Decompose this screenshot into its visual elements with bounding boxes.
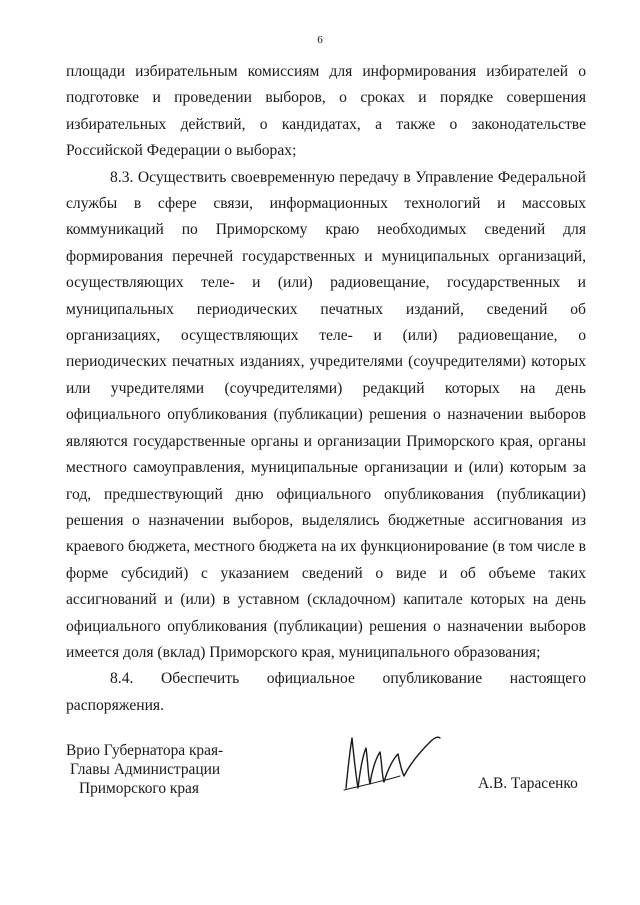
paragraph-8-4: 8.4. Обеспечить официальное опубликование настоящего распоряжения.: [66, 670, 586, 714]
signatory-name: А.В. Тарасенко: [478, 775, 578, 792]
handwritten-signature: [340, 728, 450, 798]
signatory-title-line-3: Приморского края: [79, 780, 199, 797]
document-body: [66, 59, 586, 719]
paragraph-continuation: площади избирательным комиссиям для информирования избирателей о подготовке и проведении выборов, о сроках и порядке совершения избирательных действий, о кандидатах, а также о законодательстве Российской Федерации о выборах;: [66, 63, 586, 160]
page-number: 6: [317, 34, 323, 46]
paragraph-8-3: 8.3. Осуществить своевременную передачу в Управление Федеральной службы в сфере связи, информационных технологий и массовых коммуникаций по Приморскому краю необходимых сведений для формирования перечней государственных и муниципальных организаций, осуществляющих теле- и (или) радиовещание, государственных и муниципальных периодических печатных изданий, сведений об организациях, осуществляющих теле- и (или) радиовещание, о периодических печатных изданиях, учредителями (соучредителями) которых или учредителями (соучредителями) редакций которых на день официального опубликования (публикации) решения о назначении выборов являются государственные органы и организации Приморского края, органы местного самоуправления, муниципальные организации и (или) которым за год, предшествующий дню официального опубликования (публикации) решения о назначении выборов, выделялись бюджетные ассигнования из краевого бюджета, местного бюджета на их функционирование (в том числе в форме субсидий) с указанием сведений о виде и об объеме таких ассигнований и (или) в уставном (складочном) капитале которых на день официального опубликования (публикации) решения о назначении выборов имеется доля (вклад) Приморского края, муниципального образования;: [66, 168, 586, 661]
signatory-title-line-2: Главы Администрации: [70, 761, 221, 778]
signatory-title-line-1: Врио Губернатора края-: [66, 742, 224, 759]
